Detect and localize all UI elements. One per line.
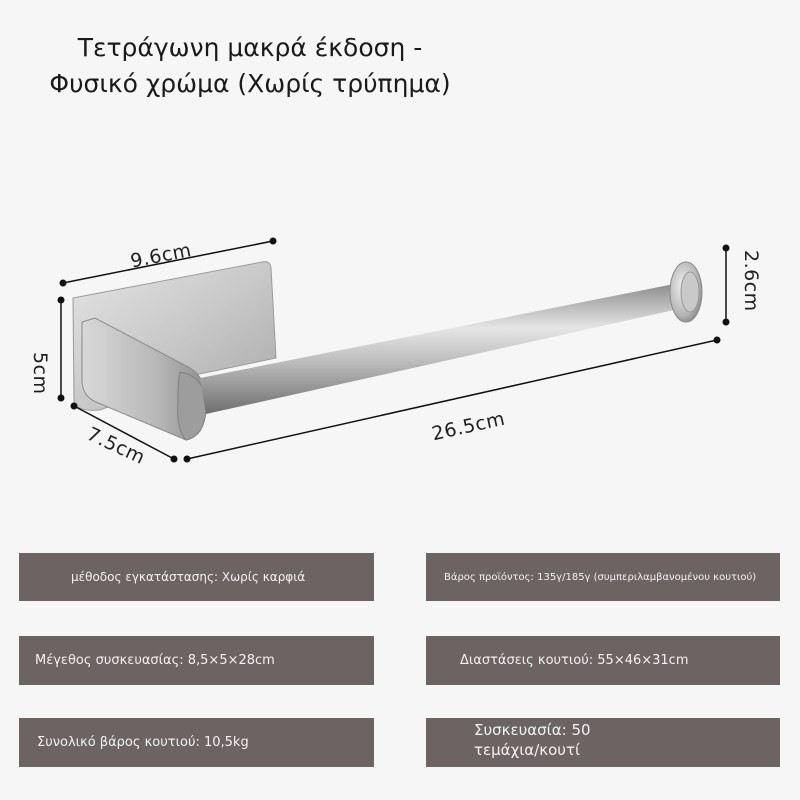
depth-label: 7.5cm: [83, 422, 149, 469]
length-label: 26.5cm: [429, 407, 508, 446]
height-dimension-end: [58, 297, 65, 304]
spec-product-weight-text: Βάρος προϊόντος: 135γ/185γ (συμπεριλαμβανομένου κουτιού): [444, 571, 757, 583]
width-label: 9.6cm: [128, 239, 194, 273]
spec-package-size: [19, 636, 374, 685]
title-line-2: Φυσικό χρώμα (Χωρίς τρύπημα): [49, 69, 451, 98]
diameter-dimension-end: [723, 245, 730, 252]
spec-package-size-text: Μέγεθος συσκευασίας: 8,5×5×28cm: [35, 653, 275, 668]
spec-packaging: [426, 718, 780, 767]
spec-packaging-line-1: Συσκευασία: 50: [474, 721, 591, 739]
product-diagram: [0, 200, 800, 500]
length-dimension-end: [714, 337, 721, 344]
width-dimension-end: [60, 280, 67, 287]
depth-dimension-end: [171, 456, 178, 463]
title-line-1: Τετράγωνη μακρά έκδοση -: [77, 33, 423, 62]
spec-product-weight: [426, 553, 780, 601]
spec-box-dimensions: [426, 636, 780, 685]
rod-end-cap-inner: [681, 272, 699, 312]
height-label: 5cm: [29, 352, 51, 395]
diameter-dimension-end: [723, 319, 730, 326]
length-dimension-end: [184, 456, 191, 463]
spec-box-dimensions-text: Διαστάσεις κουτιού: 55×46×31cm: [460, 653, 689, 668]
spec-installation-text: μέθοδος εγκατάστασης: Χωρίς καρφιά: [71, 570, 306, 584]
spec-packaging-line-2: τεμάχια/κουτί: [474, 741, 581, 759]
width-dimension-end: [270, 238, 277, 245]
spec-installation: [19, 553, 374, 601]
height-dimension-end: [58, 395, 65, 402]
spec-box-weight: [19, 718, 374, 767]
diameter-label: 2.6cm: [740, 250, 762, 312]
product-title: [0, 30, 500, 102]
spec-box-weight-text: Συνολικό βάρος κουτιού: 10,5kg: [37, 735, 249, 750]
depth-dimension-end: [71, 403, 78, 410]
